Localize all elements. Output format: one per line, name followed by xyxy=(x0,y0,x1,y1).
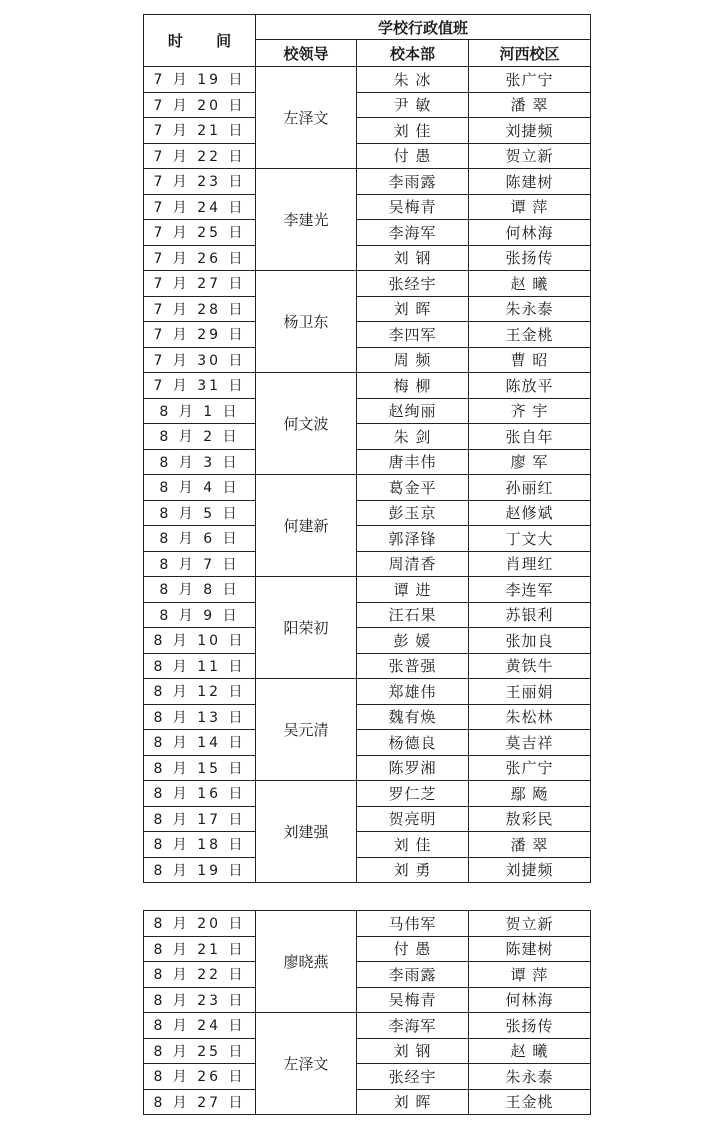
date-cell: 8 月 13 日 xyxy=(144,704,256,730)
hexi-campus-cell: 张加良 xyxy=(469,628,591,654)
hexi-campus-cell: 张扬传 xyxy=(469,1013,591,1039)
main-campus-cell: 赵绚丽 xyxy=(357,398,469,424)
table-row xyxy=(144,781,591,807)
date-cell: 8 月 15 日 xyxy=(144,755,256,781)
table-row xyxy=(144,551,591,577)
hexi-campus-cell: 肖理红 xyxy=(469,551,591,577)
main-campus-cell: 张经宇 xyxy=(357,1064,469,1090)
schedule-body-continued xyxy=(144,911,591,1115)
table-row xyxy=(144,577,591,603)
table-row xyxy=(144,962,591,988)
date-cell: 8 月 23 日 xyxy=(144,987,256,1013)
hexi-campus-cell: 鄢 飏 xyxy=(469,781,591,807)
hexi-campus-cell: 齐 宇 xyxy=(469,398,591,424)
main-campus-cell: 汪石果 xyxy=(357,602,469,628)
table-row xyxy=(144,143,591,169)
table-row xyxy=(144,92,591,118)
main-campus-cell: 李海军 xyxy=(357,1013,469,1039)
hexi-campus-cell: 张广宁 xyxy=(469,755,591,781)
table-row xyxy=(144,271,591,297)
date-cell: 8 月 9 日 xyxy=(144,602,256,628)
table-row xyxy=(144,806,591,832)
hexi-campus-header: 河西校区 xyxy=(469,40,591,67)
main-campus-cell: 刘 钢 xyxy=(357,245,469,271)
hexi-campus-cell: 谭 萍 xyxy=(469,194,591,220)
table-row xyxy=(144,628,591,654)
main-campus-cell: 李雨露 xyxy=(357,962,469,988)
main-campus-cell: 吴梅青 xyxy=(357,194,469,220)
main-campus-cell: 朱 剑 xyxy=(357,424,469,450)
leader-cell: 何建新 xyxy=(256,475,357,577)
date-cell: 8 月 4 日 xyxy=(144,475,256,501)
table-row xyxy=(144,755,591,781)
table-row xyxy=(144,194,591,220)
table-row xyxy=(144,679,591,705)
hexi-campus-cell: 王丽娟 xyxy=(469,679,591,705)
date-cell: 8 月 27 日 xyxy=(144,1089,256,1115)
date-cell: 7 月 19 日 xyxy=(144,67,256,93)
hexi-campus-cell: 敖彩民 xyxy=(469,806,591,832)
main-campus-cell: 陈罗湘 xyxy=(357,755,469,781)
leader-cell: 李建光 xyxy=(256,169,357,271)
hexi-campus-cell: 何林海 xyxy=(469,987,591,1013)
date-cell: 7 月 30 日 xyxy=(144,347,256,373)
hexi-campus-cell: 潘 翠 xyxy=(469,92,591,118)
date-cell: 8 月 21 日 xyxy=(144,936,256,962)
table-row xyxy=(144,1089,591,1115)
date-cell: 7 月 22 日 xyxy=(144,143,256,169)
date-cell: 8 月 10 日 xyxy=(144,628,256,654)
hexi-campus-cell: 朱永泰 xyxy=(469,1064,591,1090)
main-campus-cell: 付 愚 xyxy=(357,936,469,962)
main-campus-cell: 郑雄伟 xyxy=(357,679,469,705)
main-campus-cell: 刘 晖 xyxy=(357,1089,469,1115)
main-campus-cell: 罗仁芝 xyxy=(357,781,469,807)
table-row xyxy=(144,911,591,937)
date-cell: 8 月 6 日 xyxy=(144,526,256,552)
table-row xyxy=(144,653,591,679)
main-campus-cell: 贺亮明 xyxy=(357,806,469,832)
hexi-campus-cell: 黄铁牛 xyxy=(469,653,591,679)
hexi-campus-cell: 丁文大 xyxy=(469,526,591,552)
hexi-campus-cell: 何林海 xyxy=(469,220,591,246)
hexi-campus-cell: 苏银利 xyxy=(469,602,591,628)
hexi-campus-cell: 贺立新 xyxy=(469,143,591,169)
main-campus-cell: 朱 冰 xyxy=(357,67,469,93)
date-cell: 7 月 20 日 xyxy=(144,92,256,118)
table-row xyxy=(144,296,591,322)
hexi-campus-cell: 曹 昭 xyxy=(469,347,591,373)
table-row xyxy=(144,1013,591,1039)
main-campus-cell: 唐丰伟 xyxy=(357,449,469,475)
main-campus-cell: 刘 佳 xyxy=(357,832,469,858)
date-cell: 8 月 7 日 xyxy=(144,551,256,577)
hexi-campus-cell: 张广宁 xyxy=(469,67,591,93)
main-campus-cell: 付 愚 xyxy=(357,143,469,169)
date-cell: 7 月 27 日 xyxy=(144,271,256,297)
date-cell: 8 月 24 日 xyxy=(144,1013,256,1039)
date-cell: 8 月 12 日 xyxy=(144,679,256,705)
date-cell: 8 月 16 日 xyxy=(144,781,256,807)
leader-cell: 何文波 xyxy=(256,373,357,475)
hexi-campus-cell: 廖 军 xyxy=(469,449,591,475)
table-row xyxy=(144,118,591,144)
hexi-campus-cell: 贺立新 xyxy=(469,911,591,937)
date-cell: 8 月 18 日 xyxy=(144,832,256,858)
date-cell: 8 月 1 日 xyxy=(144,398,256,424)
table-row xyxy=(144,398,591,424)
date-cell: 8 月 25 日 xyxy=(144,1038,256,1064)
table-row xyxy=(144,347,591,373)
main-campus-cell: 刘 钢 xyxy=(357,1038,469,1064)
date-cell: 8 月 8 日 xyxy=(144,577,256,603)
main-campus-cell: 刘 佳 xyxy=(357,118,469,144)
table-row xyxy=(144,322,591,348)
hexi-campus-cell: 刘捷频 xyxy=(469,857,591,883)
table-row xyxy=(144,857,591,883)
date-cell: 7 月 31 日 xyxy=(144,373,256,399)
table-row xyxy=(144,1064,591,1090)
table-row xyxy=(144,424,591,450)
hexi-campus-cell: 张自年 xyxy=(469,424,591,450)
main-campus-cell: 刘 勇 xyxy=(357,857,469,883)
date-cell: 8 月 5 日 xyxy=(144,500,256,526)
hexi-campus-cell: 赵 曦 xyxy=(469,1038,591,1064)
date-cell: 7 月 23 日 xyxy=(144,169,256,195)
date-cell: 7 月 26 日 xyxy=(144,245,256,271)
main-campus-cell: 李雨露 xyxy=(357,169,469,195)
hexi-campus-cell: 孙丽红 xyxy=(469,475,591,501)
date-cell: 8 月 26 日 xyxy=(144,1064,256,1090)
leader-cell: 左泽文 xyxy=(256,1013,357,1115)
hexi-campus-cell: 张扬传 xyxy=(469,245,591,271)
hexi-campus-cell: 李连军 xyxy=(469,577,591,603)
table-row xyxy=(144,169,591,195)
table-row xyxy=(144,602,591,628)
hexi-campus-cell: 谭 萍 xyxy=(469,962,591,988)
main-campus-cell: 马伟军 xyxy=(357,911,469,937)
hexi-campus-cell: 王金桃 xyxy=(469,322,591,348)
table-row xyxy=(144,936,591,962)
hexi-campus-cell: 刘捷频 xyxy=(469,118,591,144)
main-campus-cell: 谭 进 xyxy=(357,577,469,603)
leader-cell: 阳荣初 xyxy=(256,577,357,679)
duty-group-header: 学校行政值班 xyxy=(256,15,591,40)
main-campus-cell: 郭泽锋 xyxy=(357,526,469,552)
main-campus-cell: 刘 晖 xyxy=(357,296,469,322)
date-cell: 7 月 28 日 xyxy=(144,296,256,322)
date-cell: 7 月 21 日 xyxy=(144,118,256,144)
table-row xyxy=(144,220,591,246)
duty-schedule-table-continued xyxy=(143,910,591,1115)
main-campus-cell: 杨德良 xyxy=(357,730,469,756)
table-row xyxy=(144,987,591,1013)
main-campus-cell: 葛金平 xyxy=(357,475,469,501)
main-campus-cell: 梅 柳 xyxy=(357,373,469,399)
schedule-body xyxy=(144,67,591,883)
leader-header: 校领导 xyxy=(256,40,357,67)
table-row xyxy=(144,730,591,756)
duty-schedule-table xyxy=(143,14,591,883)
main-campus-cell: 李四军 xyxy=(357,322,469,348)
hexi-campus-cell: 陈建树 xyxy=(469,169,591,195)
leader-cell: 左泽文 xyxy=(256,67,357,169)
date-cell: 8 月 14 日 xyxy=(144,730,256,756)
date-cell: 7 月 25 日 xyxy=(144,220,256,246)
table-row xyxy=(144,704,591,730)
hexi-campus-cell: 潘 翠 xyxy=(469,832,591,858)
date-cell: 8 月 22 日 xyxy=(144,962,256,988)
table-row xyxy=(144,245,591,271)
main-campus-cell: 吴梅青 xyxy=(357,987,469,1013)
table-row xyxy=(144,67,591,93)
date-cell: 7 月 24 日 xyxy=(144,194,256,220)
date-cell: 8 月 19 日 xyxy=(144,857,256,883)
leader-cell: 杨卫东 xyxy=(256,271,357,373)
table-row xyxy=(144,500,591,526)
main-campus-cell: 周清香 xyxy=(357,551,469,577)
date-cell: 8 月 3 日 xyxy=(144,449,256,475)
main-campus-cell: 张经宇 xyxy=(357,271,469,297)
main-campus-cell: 彭 媛 xyxy=(357,628,469,654)
main-campus-cell: 张普强 xyxy=(357,653,469,679)
main-campus-header: 校本部 xyxy=(357,40,469,67)
hexi-campus-cell: 朱永泰 xyxy=(469,296,591,322)
main-campus-cell: 尹 敏 xyxy=(357,92,469,118)
date-cell: 8 月 11 日 xyxy=(144,653,256,679)
leader-cell: 吴元清 xyxy=(256,679,357,781)
date-cell: 8 月 2 日 xyxy=(144,424,256,450)
leader-cell: 刘建强 xyxy=(256,781,357,883)
hexi-campus-cell: 陈放平 xyxy=(469,373,591,399)
main-campus-cell: 彭玉京 xyxy=(357,500,469,526)
main-campus-cell: 魏有焕 xyxy=(357,704,469,730)
table-row xyxy=(144,832,591,858)
main-campus-cell: 李海军 xyxy=(357,220,469,246)
hexi-campus-cell: 王金桃 xyxy=(469,1089,591,1115)
hexi-campus-cell: 赵修斌 xyxy=(469,500,591,526)
table-row xyxy=(144,1038,591,1064)
date-cell: 8 月 17 日 xyxy=(144,806,256,832)
leader-cell: 廖晓燕 xyxy=(256,911,357,1013)
hexi-campus-cell: 莫吉祥 xyxy=(469,730,591,756)
time-header: 时 间 xyxy=(144,15,256,67)
hexi-campus-cell: 朱松林 xyxy=(469,704,591,730)
table-row xyxy=(144,526,591,552)
table-row xyxy=(144,475,591,501)
date-cell: 7 月 29 日 xyxy=(144,322,256,348)
table-row xyxy=(144,449,591,475)
main-campus-cell: 周 频 xyxy=(357,347,469,373)
hexi-campus-cell: 赵 曦 xyxy=(469,271,591,297)
hexi-campus-cell: 陈建树 xyxy=(469,936,591,962)
table-row xyxy=(144,373,591,399)
date-cell: 8 月 20 日 xyxy=(144,911,256,937)
